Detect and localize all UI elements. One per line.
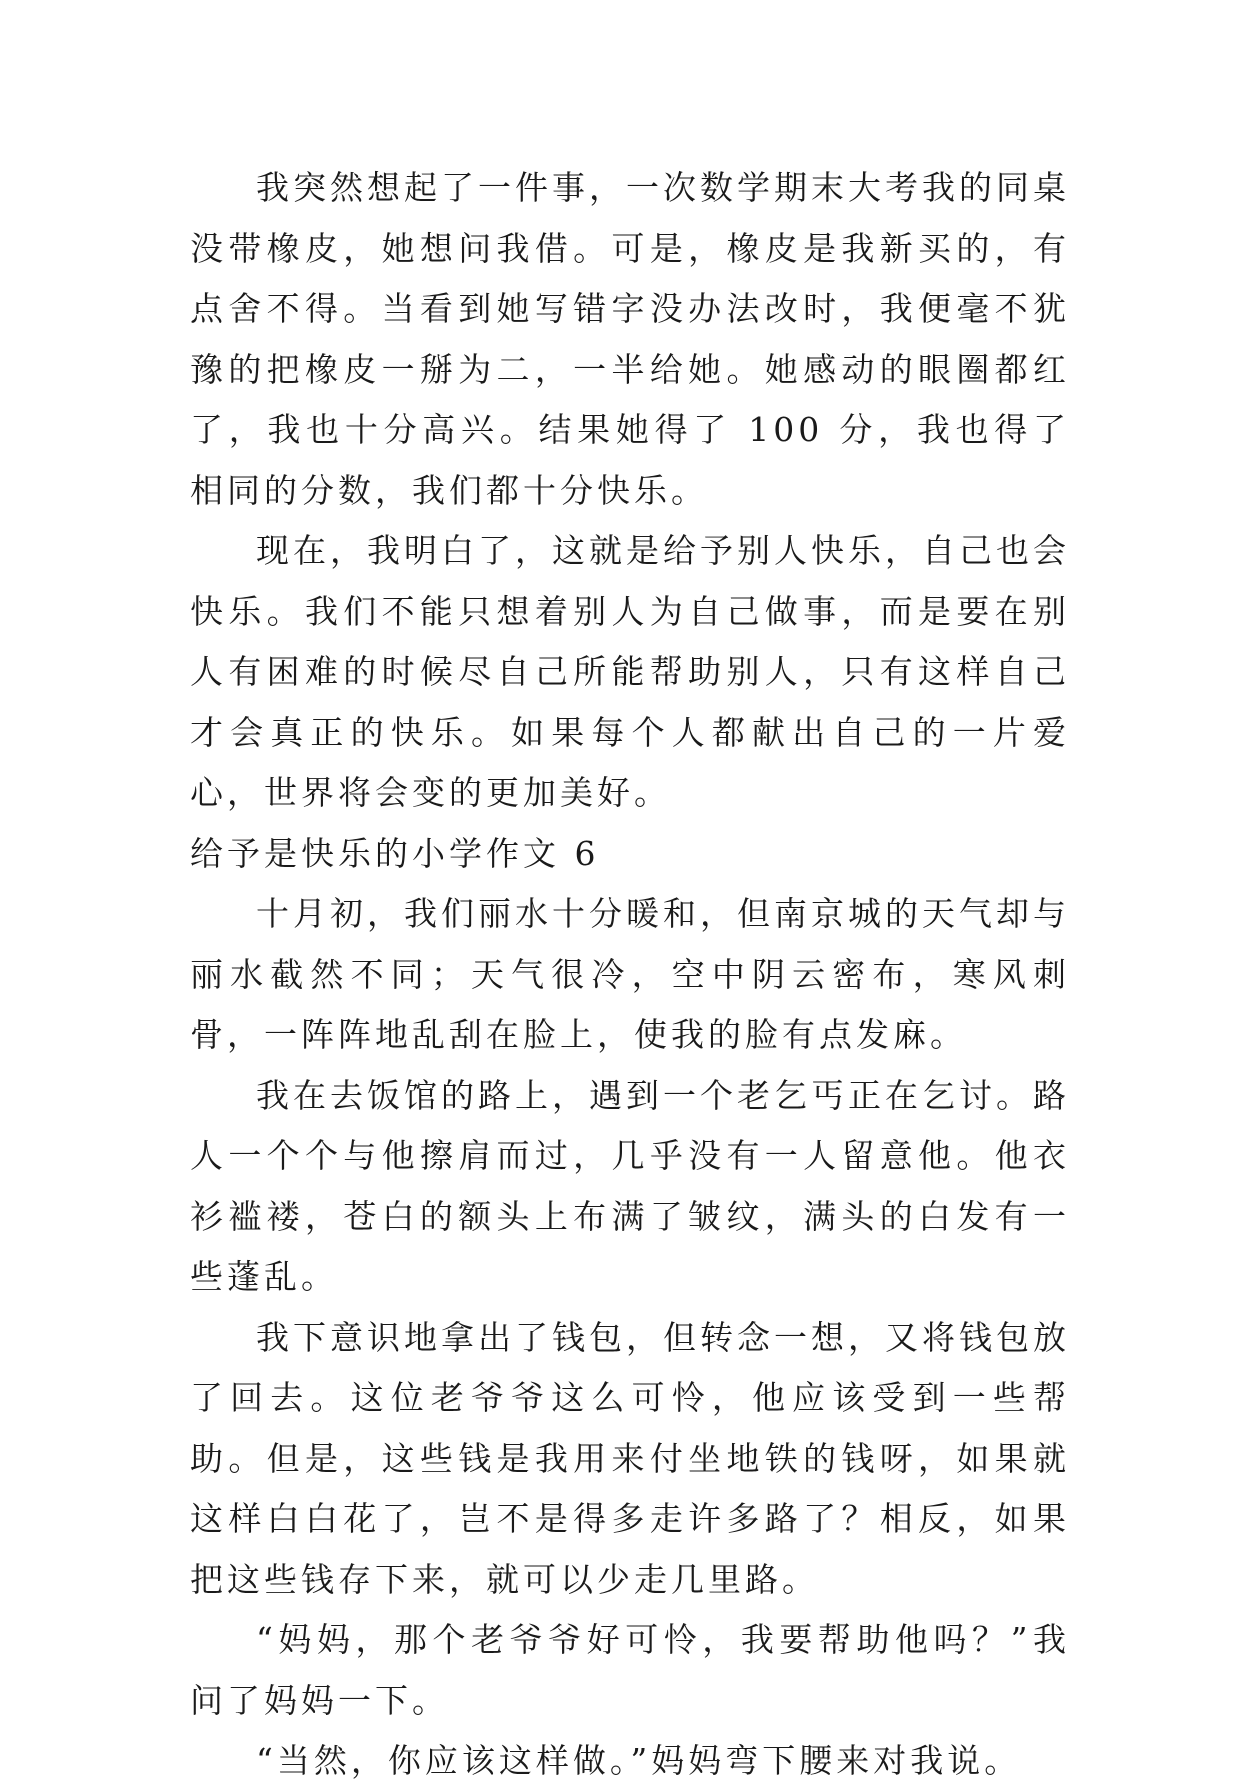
paragraph-conclusion: 现在，我明白了，这就是给予别人快乐，自己也会快乐。我们不能只想着别人为自己做事，而是要在别人有困难的时候尽自己所能帮助别人，只有这样自己才会真正的快乐。如果每个人都献出自己的一片爱心，世界将会变的更加美好。	[190, 531, 1070, 812]
paragraph-weather: 十月初，我们丽水十分暖和，但南京城的天气却与丽水截然不同；天气很冷，空中阴云密布，寒风刺骨，一阵阵地乱刮在脸上，使我的脸有点发麻。	[190, 894, 1070, 1054]
paragraph-wallet: 我下意识地拿出了钱包，但转念一想，又将钱包放了回去。这位老爷爷这么可怜，他应该受到一些帮助。但是，这些钱是我用来付坐地铁的钱呀，如果就这样白白花了，岂不是得多走许多路了？相反，如果把这些钱存下来，就可以少走几里路。	[190, 1317, 1070, 1599]
essay-heading: 给予是快乐的小学作文 6	[190, 833, 600, 873]
paragraph-beggar: 我在去饭馆的路上，遇到一个老乞丐正在乞讨。路人一个个与他擦肩而过，几乎没有一人留意他。他衣衫褴褛，苍白的额头上布满了皱纹，满头的白发有一些蓬乱。	[190, 1075, 1070, 1296]
paragraph-question: “妈妈，那个老爷爷好可怜，我要帮助他吗？”我问了妈妈一下。	[190, 1620, 1070, 1720]
paragraph-eraser-story: 我突然想起了一件事，一次数学期末大考我的同桌没带橡皮，她想问我借。可是，橡皮是我新买的，有点舍不得。当看到她写错字没办法改时，我便毫不犹豫的把橡皮一掰为二，一半给她。她感动的眼圈都红了，我也十分高兴。结果她得了 100 分，我也得了相同的分数，我们都十分快乐。	[190, 168, 1070, 510]
paragraph-answer: “当然，你应该这样做。”妈妈弯下腰来对我说。	[256, 1741, 1022, 1780]
document-body	[190, 158, 1070, 1792]
